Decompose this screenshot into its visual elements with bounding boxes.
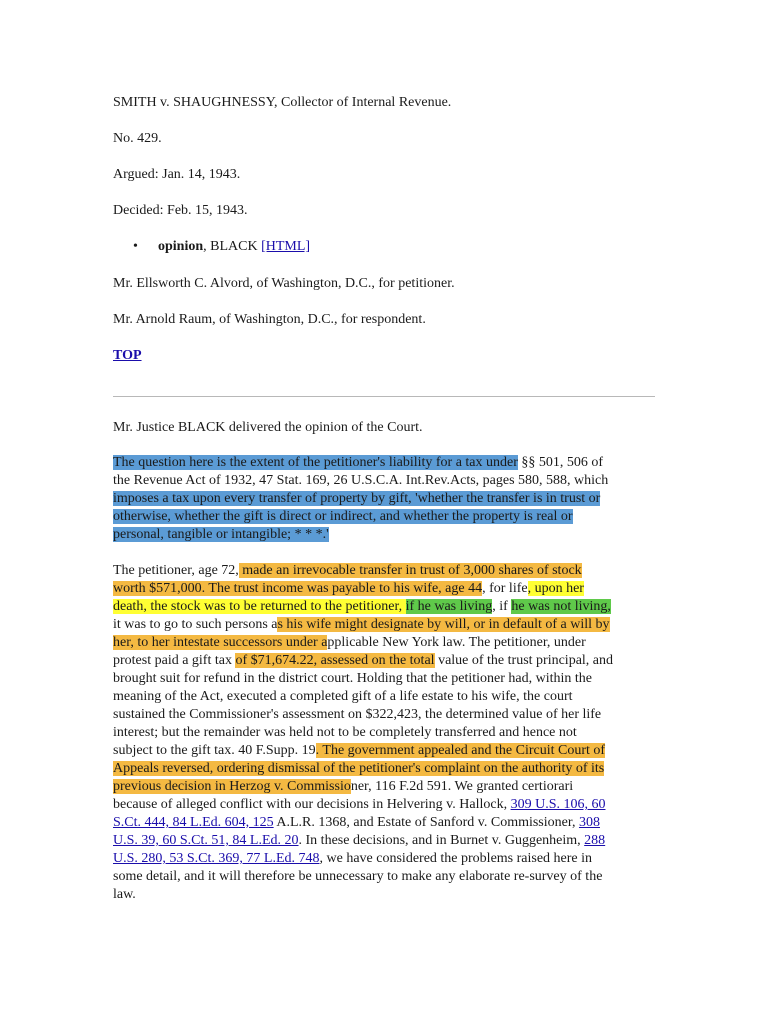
opinion-intro: Mr. Justice BLACK delivered the opinion of the Court. bbox=[113, 420, 423, 435]
counsel-petitioner: Mr. Ellsworth C. Alvord, of Washington, D.C., for petitioner. bbox=[113, 276, 455, 291]
citation-link[interactable]: U.S. 280, 53 S.Ct. 369, 77 L.Ed. 748 bbox=[113, 851, 320, 866]
highlight-blue: imposes a tax upon every transfer of property by gift, 'whether the transfer is in trust or bbox=[113, 491, 601, 506]
highlight-orange: Appeals reversed, ordering dismissal of the petitioner's complaint on the authority of its bbox=[113, 761, 605, 776]
highlight-orange: worth $571,000. The trust income was payable to his wife, age 44 bbox=[113, 581, 483, 596]
paragraph-facts: The petitioner, age 72, made an irrevocable transfer in trust of 3,000 shares of stock worth $571,000. The trust income was payable to his wife, age 44, for life, upon her death, the stock was to be returned to the petitioner, if he was living, if he was not living, it was to go to such persons as his wife might designate by will, or in default of a will by her, to her intestate successors under applicable New York law. The petitioner, under protest paid a gift tax of $71,674.22, assessed on the total value of the trust principal, and brought suit for refund in the district court. Holding that the petitioner had, within the meaning of the Act, executed a completed gift of a life estate to his wife, the court sustained the Commissioner's assessment on $322,423, the determined value of her life interest; but the remainder was held not to be completely transferred and hence not subject to the gift tax. 40 F.Supp. 19. The government appealed and the Circuit Court of Appeals reversed, ordering dismissal of the petitioner's complaint on the authority of its previous decision in Herzog v. Commissioner, 116 F.2d 591. We granted certiorari because of alleged conflict with our decisions in Helvering v. Hallock, 309 U.S. 106, 60 S.Ct. 444, 84 L.Ed. 604, 125 A.L.R. 1368, and Estate of Sanford v. Commissioner, 308 U.S. 39, 60 S.Ct. 51, 84 L.Ed. 20. In these decisions, and in Burnet v. Guggenheim, 288 U.S. 280, 53 S.Ct. 369, 77 L.Ed. 748, we have considered the problems raised here in some detail, and it will therefore be unnecessary to make any elaborate re-survey of the law. bbox=[113, 563, 614, 902]
highlight-green: he was not living, bbox=[511, 599, 611, 614]
citation-link[interactable]: 309 U.S. 106, 60 bbox=[510, 797, 606, 812]
opinion-item bbox=[158, 238, 310, 256]
divider bbox=[113, 396, 655, 397]
case-number: No. 429. bbox=[113, 131, 162, 146]
opinion-html-link[interactable]: [HTML] bbox=[261, 239, 311, 254]
counsel-respondent: Mr. Arnold Raum, of Washington, D.C., for respondent. bbox=[113, 312, 426, 327]
highlight-orange: previous decision in Herzog v. Commissio bbox=[113, 779, 351, 794]
case-title: SMITH v. SHAUGHNESSY, Collector of Internal Revenue. bbox=[113, 95, 452, 110]
citation-link[interactable]: 308 bbox=[578, 815, 600, 830]
highlight-green: if he was living bbox=[405, 599, 493, 614]
highlight-blue: personal, tangible or intangible; * * *.' bbox=[113, 527, 329, 542]
argued-date: Argued: Jan. 14, 1943. bbox=[113, 167, 241, 182]
citation-link[interactable]: S.Ct. 444, 84 L.Ed. 604, 125 bbox=[113, 815, 274, 830]
opinion-label: opinion bbox=[158, 239, 204, 254]
citation-link[interactable]: 288 bbox=[584, 833, 606, 848]
bullet-icon: • bbox=[133, 239, 138, 254]
top-link-wrapper bbox=[113, 347, 142, 365]
paragraph-question: The question here is the extent of the petitioner's liability for a tax under §§ 501, 506 of the Revenue Act of 1932, 47 Stat. 169, 26 U.S.C.A. Int.Rev.Acts, pages 580, 588, which imposes a tax upon every transfer of property by gift, 'whether the transfer is in trust or otherwise, whether the gift is direct or indirect, and whether the property is real or personal, tangible or intangible; * * *.' bbox=[113, 455, 609, 542]
top-link[interactable]: TOP bbox=[113, 348, 142, 363]
highlight-blue: otherwise, whether the gift is direct or indirect, and whether the property is real or bbox=[113, 509, 573, 524]
highlight-orange: made an irrevocable transfer in trust of 3,000 shares of stock bbox=[238, 563, 582, 578]
highlight-orange: of $71,674.22, assessed on the total bbox=[235, 653, 435, 668]
decided-date: Decided: Feb. 15, 1943. bbox=[113, 203, 248, 218]
highlight-yellow: , upon her bbox=[527, 581, 584, 596]
highlight-orange: . The government appealed and the Circuit Court of bbox=[315, 743, 606, 758]
citation-link[interactable]: U.S. 39, 60 S.Ct. 51, 84 L.Ed. 20 bbox=[113, 833, 299, 848]
highlight-orange: her, to her intestate successors under a bbox=[113, 635, 328, 650]
highlight-orange: s his wife might designate by will, or in default of a will by bbox=[277, 617, 610, 632]
opinion-author: , BLACK bbox=[203, 239, 262, 254]
highlight-blue: The question here is the extent of the petitioner's liability for a tax under bbox=[113, 455, 518, 470]
highlight-yellow: death, the stock was to be returned to the petitioner, bbox=[113, 599, 406, 614]
